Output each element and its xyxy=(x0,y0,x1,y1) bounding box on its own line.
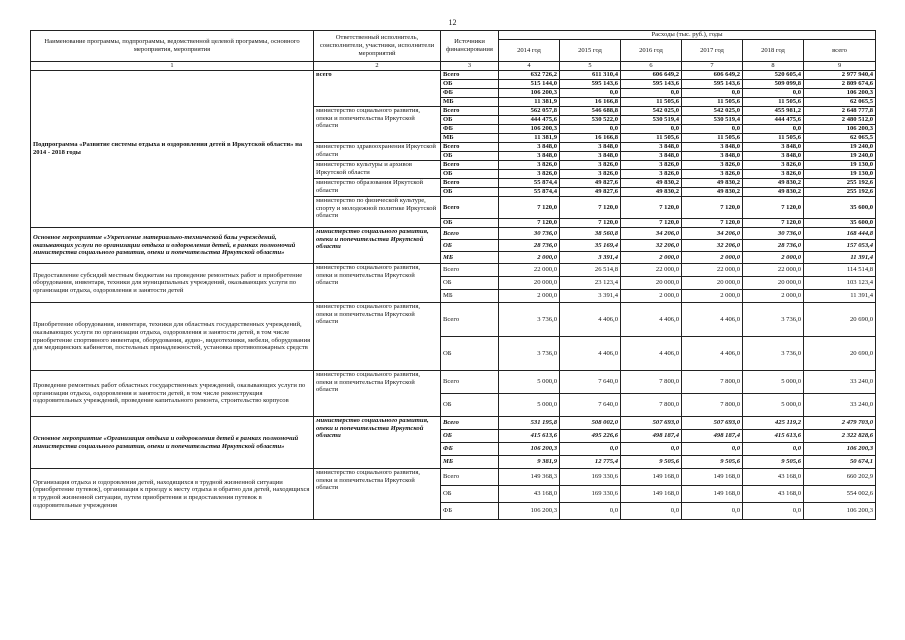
funding-source-cell: МБ xyxy=(441,134,499,143)
funding-source-cell: Всего xyxy=(441,107,499,116)
amount-cell: 3 826,0 xyxy=(682,170,743,179)
header-year: 2017 год xyxy=(682,40,743,62)
amount-cell: 520 605,4 xyxy=(743,71,804,80)
header-year: 2015 год xyxy=(560,40,621,62)
amount-cell: 28 736,0 xyxy=(499,240,560,252)
amount-cell: 3 848,0 xyxy=(621,152,682,161)
funding-source-cell: ОБ xyxy=(441,219,499,228)
total-cell: 2 809 674,6 xyxy=(804,80,876,89)
program-name-cell: Основное мероприятие «Организация отдыха и оздоровления детей в рамках полномочий министерства социального развития, опеки и попечительства Иркутской области» xyxy=(31,417,314,469)
funding-source-cell: ОБ xyxy=(441,277,499,290)
total-cell: 106 200,3 xyxy=(804,125,876,134)
table-row xyxy=(31,417,876,430)
total-cell: 255 192,6 xyxy=(804,188,876,197)
amount-cell: 606 649,2 xyxy=(621,71,682,80)
amount-cell: 7 120,0 xyxy=(560,197,621,219)
amount-cell: 5 000,0 xyxy=(743,371,804,394)
amount-cell: 3 736,0 xyxy=(743,337,804,371)
amount-cell: 169 330,6 xyxy=(560,486,621,503)
funding-source-cell: МБ xyxy=(441,98,499,107)
amount-cell: 509 099,8 xyxy=(743,80,804,89)
amount-cell: 0,0 xyxy=(682,443,743,456)
total-cell: 554 002,6 xyxy=(804,486,876,503)
amount-cell: 444 475,6 xyxy=(743,116,804,125)
column-number: 4 xyxy=(499,62,560,71)
table-row xyxy=(31,264,876,277)
amount-cell: 49 830,2 xyxy=(621,188,682,197)
amount-cell: 0,0 xyxy=(560,89,621,98)
amount-cell: 11 505,6 xyxy=(682,134,743,143)
amount-cell: 169 330,6 xyxy=(560,469,621,486)
amount-cell: 542 025,0 xyxy=(682,107,743,116)
executor-cell: министерство социального развития, опеки и попечительства Иркутской области xyxy=(314,303,441,371)
amount-cell: 0,0 xyxy=(560,125,621,134)
executor-cell: министерство образования Иркутской области xyxy=(314,179,441,197)
table-row xyxy=(31,71,876,80)
executor-cell: министерство социального развития, опеки и попечительства Иркутской области xyxy=(314,107,441,143)
executor-cell: министерство культуры и архивов Иркутской области xyxy=(314,161,441,179)
amount-cell: 530 522,0 xyxy=(560,116,621,125)
funding-source-cell: Всего xyxy=(441,469,499,486)
amount-cell: 2 000,0 xyxy=(621,252,682,264)
total-cell: 50 674,1 xyxy=(804,456,876,469)
column-number: 8 xyxy=(743,62,804,71)
funding-source-cell: ОБ xyxy=(441,170,499,179)
amount-cell: 106 200,3 xyxy=(499,503,560,520)
amount-cell: 4 406,0 xyxy=(621,303,682,337)
amount-cell: 11 381,9 xyxy=(499,134,560,143)
header-year: 2018 год xyxy=(743,40,804,62)
amount-cell: 425 119,2 xyxy=(743,417,804,430)
funding-source-cell: МБ xyxy=(441,456,499,469)
amount-cell: 11 505,6 xyxy=(743,98,804,107)
funding-source-cell: ФБ xyxy=(441,125,499,134)
total-cell: 106 200,3 xyxy=(804,89,876,98)
funding-source-cell: ОБ xyxy=(441,240,499,252)
total-cell: 33 240,0 xyxy=(804,394,876,417)
table-row xyxy=(31,228,876,240)
total-cell: 106 200,3 xyxy=(804,443,876,456)
header-expenses: Расходы (тыс. руб.), годы xyxy=(499,31,876,40)
amount-cell: 3 848,0 xyxy=(621,143,682,152)
amount-cell: 0,0 xyxy=(743,443,804,456)
funding-source-cell: Всего xyxy=(441,303,499,337)
total-cell: 114 514,8 xyxy=(804,264,876,277)
amount-cell: 632 726,2 xyxy=(499,71,560,80)
amount-cell: 3 826,0 xyxy=(560,161,621,170)
amount-cell: 546 688,8 xyxy=(560,107,621,116)
amount-cell: 9 505,6 xyxy=(743,456,804,469)
total-cell: 2 322 828,6 xyxy=(804,430,876,443)
amount-cell: 20 000,0 xyxy=(743,277,804,290)
funding-source-cell: Всего xyxy=(441,264,499,277)
amount-cell: 149 168,0 xyxy=(621,469,682,486)
amount-cell: 11 505,6 xyxy=(621,134,682,143)
funding-source-cell: ОБ xyxy=(441,394,499,417)
amount-cell: 0,0 xyxy=(743,125,804,134)
amount-cell: 7 640,0 xyxy=(560,394,621,417)
total-cell: 660 202,9 xyxy=(804,469,876,486)
amount-cell: 3 736,0 xyxy=(499,337,560,371)
amount-cell: 3 736,0 xyxy=(743,303,804,337)
amount-cell: 3 848,0 xyxy=(682,152,743,161)
amount-cell: 7 120,0 xyxy=(743,197,804,219)
amount-cell: 7 120,0 xyxy=(682,219,743,228)
amount-cell: 149 168,0 xyxy=(621,486,682,503)
amount-cell: 12 775,4 xyxy=(560,456,621,469)
amount-cell: 7 120,0 xyxy=(682,197,743,219)
amount-cell: 3 736,0 xyxy=(499,303,560,337)
total-cell: 19 130,0 xyxy=(804,170,876,179)
total-cell: 2 480 512,0 xyxy=(804,116,876,125)
amount-cell: 595 143,6 xyxy=(682,80,743,89)
funding-source-cell: ОБ xyxy=(441,430,499,443)
funding-source-cell: Всего xyxy=(441,228,499,240)
amount-cell: 498 187,4 xyxy=(682,430,743,443)
amount-cell: 35 169,4 xyxy=(560,240,621,252)
total-cell: 20 690,0 xyxy=(804,303,876,337)
amount-cell: 3 391,4 xyxy=(560,290,621,303)
amount-cell: 7 640,0 xyxy=(560,371,621,394)
amount-cell: 23 123,4 xyxy=(560,277,621,290)
funding-source-cell: Всего xyxy=(441,179,499,188)
amount-cell: 149 168,0 xyxy=(682,469,743,486)
amount-cell: 149 368,3 xyxy=(499,469,560,486)
funding-source-cell: ОБ xyxy=(441,116,499,125)
amount-cell: 515 144,0 xyxy=(499,80,560,89)
total-cell: 11 391,4 xyxy=(804,252,876,264)
funding-source-cell: Всего xyxy=(441,71,499,80)
amount-cell: 22 000,0 xyxy=(682,264,743,277)
table-row xyxy=(31,469,876,486)
amount-cell: 3 826,0 xyxy=(621,161,682,170)
funding-source-cell: Всего xyxy=(441,197,499,219)
amount-cell: 7 800,0 xyxy=(682,394,743,417)
amount-cell: 7 800,0 xyxy=(682,371,743,394)
amount-cell: 0,0 xyxy=(621,89,682,98)
header-source: Источники финансирования xyxy=(441,31,499,62)
amount-cell: 11 381,9 xyxy=(499,98,560,107)
executor-cell: министерство социального развития, опеки и попечительства Иркутской области xyxy=(314,264,441,303)
amount-cell: 0,0 xyxy=(743,503,804,520)
total-cell: 19 240,0 xyxy=(804,152,876,161)
amount-cell: 4 406,0 xyxy=(560,337,621,371)
amount-cell: 3 826,0 xyxy=(743,170,804,179)
budget-table xyxy=(30,30,876,520)
amount-cell: 55 874,4 xyxy=(499,179,560,188)
total-cell: 255 192,6 xyxy=(804,179,876,188)
amount-cell: 149 168,0 xyxy=(682,486,743,503)
amount-cell: 498 187,4 xyxy=(621,430,682,443)
amount-cell: 9 381,9 xyxy=(499,456,560,469)
amount-cell: 49 830,2 xyxy=(743,179,804,188)
executor-cell: министерство социального развития, опеки и попечительства Иркутской области xyxy=(314,417,441,469)
column-number: 6 xyxy=(621,62,682,71)
program-name-cell: Приобретение оборудования, инвентаря, техники для областных государственных учреждений, оказывающих услуги по организации отдыха, оздоровления и занятости детей, в том числе приобретение спортивного инвентаря, оборудования, аудио-, видеотехники, мебели, оборудования для медицинских кабинетов, постельных принадлежностей, установка противопожарных средств xyxy=(31,303,314,371)
amount-cell: 49 830,2 xyxy=(682,179,743,188)
total-cell: 35 600,0 xyxy=(804,197,876,219)
total-cell: 11 391,4 xyxy=(804,290,876,303)
funding-source-cell: Всего xyxy=(441,143,499,152)
total-cell: 35 600,0 xyxy=(804,219,876,228)
amount-cell: 3 848,0 xyxy=(560,143,621,152)
amount-cell: 4 406,0 xyxy=(682,337,743,371)
amount-cell: 7 800,0 xyxy=(621,371,682,394)
amount-cell: 16 166,8 xyxy=(560,98,621,107)
amount-cell: 0,0 xyxy=(621,125,682,134)
amount-cell: 3 826,0 xyxy=(560,170,621,179)
amount-cell: 9 505,6 xyxy=(682,456,743,469)
amount-cell: 2 000,0 xyxy=(621,290,682,303)
executor-cell: министерство социального развития, опеки и попечительства Иркутской области xyxy=(314,469,441,520)
amount-cell: 30 736,0 xyxy=(499,228,560,240)
amount-cell: 508 002,0 xyxy=(560,417,621,430)
amount-cell: 507 693,0 xyxy=(682,417,743,430)
column-number: 7 xyxy=(682,62,743,71)
funding-source-cell: ФБ xyxy=(441,503,499,520)
amount-cell: 55 874,4 xyxy=(499,188,560,197)
amount-cell: 3 848,0 xyxy=(743,143,804,152)
amount-cell: 49 830,2 xyxy=(621,179,682,188)
executor-cell: министерство здравоохранения Иркутской области xyxy=(314,143,441,161)
amount-cell: 611 310,4 xyxy=(560,71,621,80)
executor-cell: министерство социального развития, опеки и попечительства Иркутской области xyxy=(314,228,441,264)
amount-cell: 7 120,0 xyxy=(621,219,682,228)
amount-cell: 43 168,0 xyxy=(743,469,804,486)
amount-cell: 5 000,0 xyxy=(499,371,560,394)
funding-source-cell: ОБ xyxy=(441,152,499,161)
amount-cell: 530 519,4 xyxy=(682,116,743,125)
program-name-cell: Проведение ремонтных работ областных государственных учреждений, оказывающих услуги по организации отдыха, оздоровления и занятости детей, в том числе реконструкция оздоровительных учреждений, проведение капитального ремонта, строительство корпусов xyxy=(31,371,314,417)
funding-source-cell: ФБ xyxy=(441,89,499,98)
amount-cell: 9 505,6 xyxy=(621,456,682,469)
amount-cell: 7 120,0 xyxy=(560,219,621,228)
total-cell: 157 053,4 xyxy=(804,240,876,252)
amount-cell: 415 613,6 xyxy=(743,430,804,443)
program-name-cell: Основное мероприятие «Укрепление материально-технической базы учреждений, оказывающих услуги по организации отдыха и оздоровления детей, в рамках полномочий министерства социального развития, опеки и попечительства Иркутской области» xyxy=(31,228,314,264)
amount-cell: 0,0 xyxy=(560,443,621,456)
executor-cell: министерство социального развития, опеки и попечительства Иркутской области xyxy=(314,371,441,417)
amount-cell: 3 848,0 xyxy=(682,143,743,152)
funding-source-cell: Всего xyxy=(441,161,499,170)
amount-cell: 5 000,0 xyxy=(743,394,804,417)
amount-cell: 0,0 xyxy=(560,503,621,520)
amount-cell: 49 827,6 xyxy=(560,188,621,197)
funding-source-cell: Всего xyxy=(441,371,499,394)
amount-cell: 562 057,8 xyxy=(499,107,560,116)
amount-cell: 106 200,3 xyxy=(499,89,560,98)
amount-cell: 7 120,0 xyxy=(499,219,560,228)
amount-cell: 22 000,0 xyxy=(621,264,682,277)
amount-cell: 507 693,0 xyxy=(621,417,682,430)
amount-cell: 49 830,2 xyxy=(743,188,804,197)
amount-cell: 0,0 xyxy=(621,503,682,520)
amount-cell: 20 000,0 xyxy=(682,277,743,290)
amount-cell: 34 206,0 xyxy=(621,228,682,240)
amount-cell: 542 025,0 xyxy=(621,107,682,116)
funding-source-cell: ОБ xyxy=(441,337,499,371)
amount-cell: 455 981,2 xyxy=(743,107,804,116)
amount-cell: 16 166,8 xyxy=(560,134,621,143)
amount-cell: 20 000,0 xyxy=(621,277,682,290)
amount-cell: 4 406,0 xyxy=(621,337,682,371)
total-cell: 20 690,0 xyxy=(804,337,876,371)
amount-cell: 22 000,0 xyxy=(499,264,560,277)
header-year: 2014 год xyxy=(499,40,560,62)
executor-cell: всего xyxy=(314,71,441,107)
amount-cell: 2 000,0 xyxy=(743,290,804,303)
amount-cell: 4 406,0 xyxy=(682,303,743,337)
amount-cell: 0,0 xyxy=(621,443,682,456)
program-name-cell: Подпрограмма «Развитие системы отдыха и оздоровления детей в Иркутской области» на 2014 - 2018 годы xyxy=(31,71,314,228)
budget-table-body xyxy=(31,71,876,520)
total-cell: 62 065,5 xyxy=(804,134,876,143)
table-row xyxy=(31,303,876,337)
amount-cell: 49 827,6 xyxy=(560,179,621,188)
amount-cell: 3 826,0 xyxy=(743,161,804,170)
amount-cell: 28 736,0 xyxy=(743,240,804,252)
amount-cell: 3 391,4 xyxy=(560,252,621,264)
amount-cell: 0,0 xyxy=(682,125,743,134)
table-row xyxy=(31,371,876,394)
amount-cell: 106 200,3 xyxy=(499,125,560,134)
amount-cell: 0,0 xyxy=(682,503,743,520)
amount-cell: 3 848,0 xyxy=(499,152,560,161)
amount-cell: 20 000,0 xyxy=(499,277,560,290)
total-cell: 103 123,4 xyxy=(804,277,876,290)
funding-source-cell: МБ xyxy=(441,252,499,264)
amount-cell: 495 226,6 xyxy=(560,430,621,443)
column-number: 2 xyxy=(314,62,441,71)
amount-cell: 30 736,0 xyxy=(743,228,804,240)
funding-source-cell: ОБ xyxy=(441,188,499,197)
amount-cell: 2 000,0 xyxy=(743,252,804,264)
amount-cell: 530 519,4 xyxy=(621,116,682,125)
column-number: 1 xyxy=(31,62,314,71)
column-number: 3 xyxy=(441,62,499,71)
total-cell: 106 200,3 xyxy=(804,503,876,520)
amount-cell: 2 000,0 xyxy=(499,252,560,264)
column-number: 9 xyxy=(804,62,876,71)
amount-cell: 415 613,6 xyxy=(499,430,560,443)
header-name: Наименование программы, подпрограммы, ведомственной целевой программы, основного мероприятия, мероприятия xyxy=(31,31,314,62)
amount-cell: 531 195,8 xyxy=(499,417,560,430)
header-year: 2016 год xyxy=(621,40,682,62)
amount-cell: 7 120,0 xyxy=(743,219,804,228)
amount-cell: 3 848,0 xyxy=(743,152,804,161)
amount-cell: 11 505,6 xyxy=(682,98,743,107)
program-name-cell: Предоставление субсидий местным бюджетам на проведение ремонтных работ и приобретение оборудования, инвентаря, техники для муниципальных учреждений, оказывающих услуги по организации отдыха, оздоровления и занятости детей xyxy=(31,264,314,303)
total-cell: 62 065,5 xyxy=(804,98,876,107)
total-cell: 19 130,0 xyxy=(804,161,876,170)
total-cell: 33 240,0 xyxy=(804,371,876,394)
total-cell: 2 977 940,4 xyxy=(804,71,876,80)
amount-cell: 444 475,6 xyxy=(499,116,560,125)
amount-cell: 3 826,0 xyxy=(682,161,743,170)
amount-cell: 595 143,6 xyxy=(560,80,621,89)
funding-source-cell: Всего xyxy=(441,417,499,430)
amount-cell: 26 514,8 xyxy=(560,264,621,277)
amount-cell: 3 848,0 xyxy=(499,143,560,152)
amount-cell: 3 826,0 xyxy=(499,170,560,179)
amount-cell: 7 120,0 xyxy=(621,197,682,219)
amount-cell: 4 406,0 xyxy=(560,303,621,337)
amount-cell: 7 800,0 xyxy=(621,394,682,417)
amount-cell: 595 143,6 xyxy=(621,80,682,89)
amount-cell: 3 826,0 xyxy=(499,161,560,170)
total-cell: 168 444,8 xyxy=(804,228,876,240)
header-executor: Ответственный исполнитель, соисполнители, участники, исполнители мероприятий xyxy=(314,31,441,62)
amount-cell: 3 848,0 xyxy=(560,152,621,161)
page-number: 12 xyxy=(448,18,457,27)
funding-source-cell: МБ xyxy=(441,290,499,303)
amount-cell: 3 826,0 xyxy=(621,170,682,179)
program-name-cell: Организация отдыха и оздоровления детей, находящихся в трудной жизненной ситуации (приобретение путевок), организация к проезду к месту отдыха и обратно для детей, находящихся в трудной жизненной ситуации, путем приобретения и предоставления путевок в оздоровительные учреждения xyxy=(31,469,314,520)
amount-cell: 11 505,6 xyxy=(743,134,804,143)
amount-cell: 2 000,0 xyxy=(499,290,560,303)
amount-cell: 106 200,3 xyxy=(499,443,560,456)
amount-cell: 43 168,0 xyxy=(499,486,560,503)
executor-cell: министерство по физической культуре, спорту и молодежной политике Иркутской области xyxy=(314,197,441,228)
funding-source-cell: ОБ xyxy=(441,80,499,89)
funding-source-cell: ФБ xyxy=(441,443,499,456)
column-number: 5 xyxy=(560,62,621,71)
amount-cell: 32 206,0 xyxy=(621,240,682,252)
total-cell: 19 240,0 xyxy=(804,143,876,152)
amount-cell: 0,0 xyxy=(743,89,804,98)
amount-cell: 7 120,0 xyxy=(499,197,560,219)
amount-cell: 0,0 xyxy=(682,89,743,98)
amount-cell: 32 206,0 xyxy=(682,240,743,252)
amount-cell: 38 560,8 xyxy=(560,228,621,240)
funding-source-cell: ОБ xyxy=(441,486,499,503)
amount-cell: 49 830,2 xyxy=(682,188,743,197)
amount-cell: 22 000,0 xyxy=(743,264,804,277)
amount-cell: 2 000,0 xyxy=(682,290,743,303)
total-cell: 2 479 703,0 xyxy=(804,417,876,430)
header-total: всего xyxy=(804,40,876,62)
amount-cell: 5 000,0 xyxy=(499,394,560,417)
total-cell: 2 648 777,8 xyxy=(804,107,876,116)
amount-cell: 11 505,6 xyxy=(621,98,682,107)
amount-cell: 606 649,2 xyxy=(682,71,743,80)
amount-cell: 34 206,0 xyxy=(682,228,743,240)
amount-cell: 2 000,0 xyxy=(682,252,743,264)
amount-cell: 43 168,0 xyxy=(743,486,804,503)
